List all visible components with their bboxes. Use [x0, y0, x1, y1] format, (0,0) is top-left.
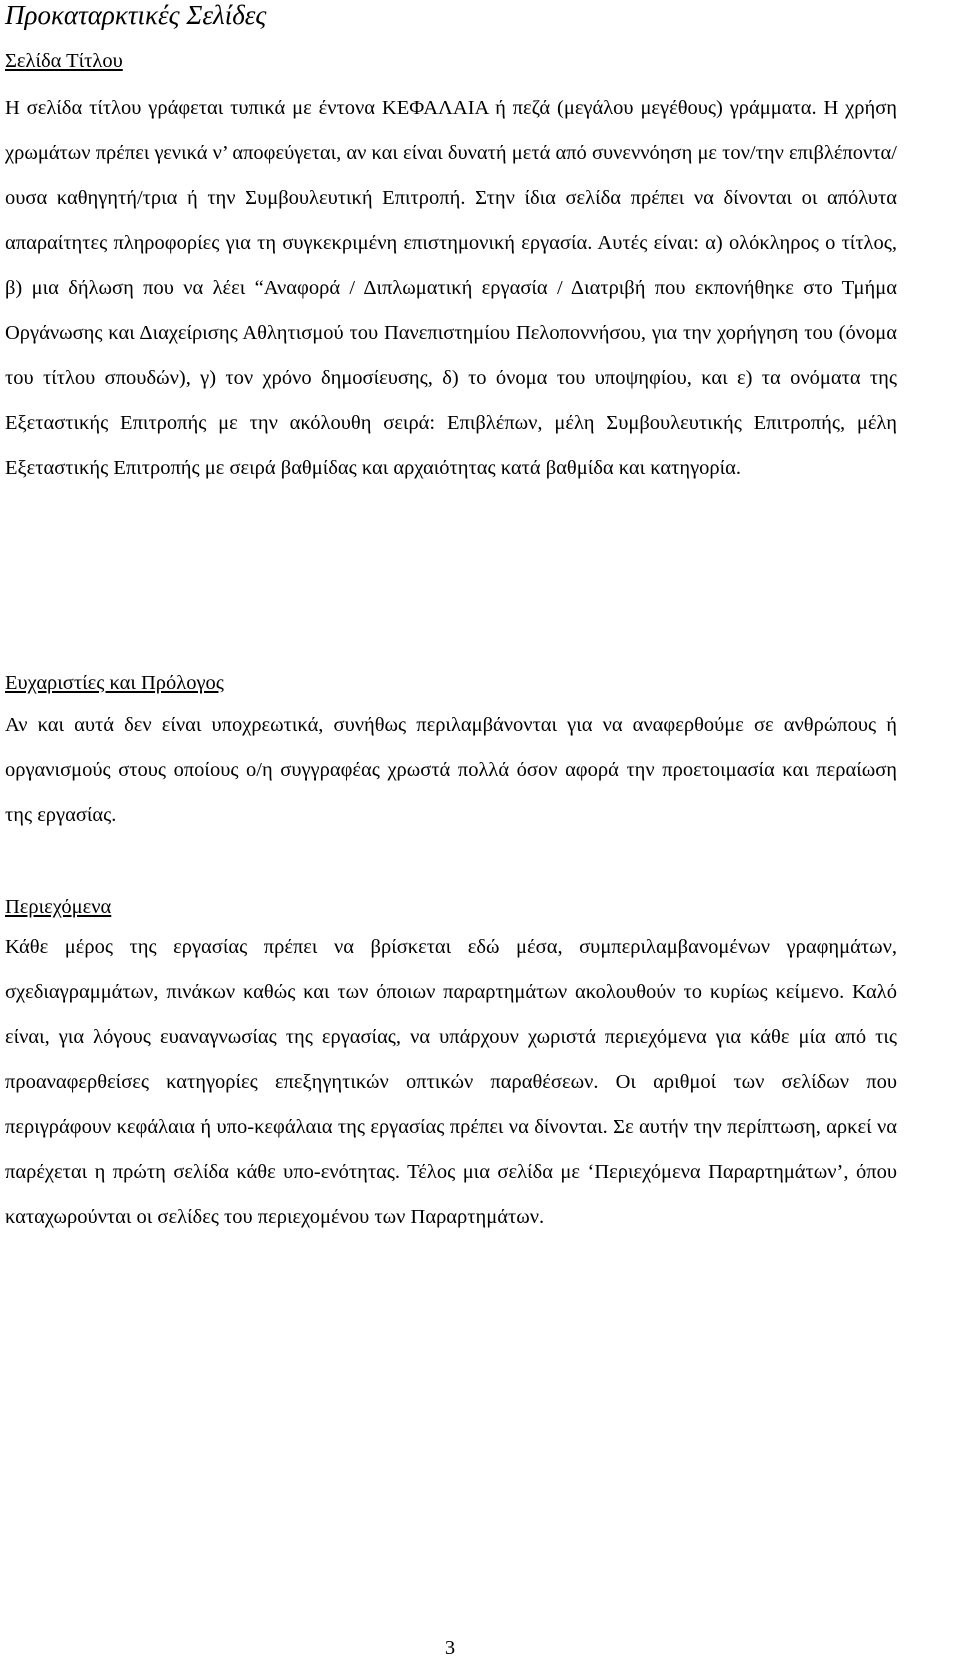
- page-title: Προκαταρκτικές Σελίδες: [5, 0, 267, 30]
- section-body-title-page: Η σελίδα τίτλου γράφεται τυπικά με έντονα ΚΕΦΑΛΑΙΑ ή πεζά (μεγάλου μεγέθους) γράμματα. Η χρήση χρωμάτων πρέπει γενικά ν’ αποφεύγεται, αν και είναι δυνατή μετά από συνεννόηση με τον/την επιβλέποντα/ουσα καθηγητή/τρια ή την Συμβουλευτική Επιτροπή. Στην ίδια σελίδα πρέπει να δίνονται οι απόλυτα απαραίτητες πληροφορίες για τη συγκεκριμένη επιστημονική εργασία. Αυτές είναι: α) ολόκληρος ο τίτλος, β) μια δήλωση που να λέει “Αναφορά / Διπλωματική εργασία / Διατριβή που εκπονήθηκε στο Τμήμα Οργάνωσης και Διαχείρισης Αθλητισμού του Πανεπιστημίου Πελοποννήσου, για την χορήγηση του (όνομα του τίτλου σπουδών), γ) τον χρόνο δημοσίευσης, δ) το όνομα του υποψηφίου, και ε) τα ονόματα της Εξεταστικής Επιτροπής με την ακόλουθη σειρά: Επιβλέπων, μέλη Συμβουλευτικής Επιτροπής, μέλη Εξεταστικής Επιτροπής με σειρά βαθμίδας και αρχαιότητας κατά βαθμίδα και κατηγορία.: [5, 97, 897, 479]
- section-heading-acknowledgements: Ευχαριστίες και Πρόλογος: [5, 672, 224, 694]
- section-heading-title-page: Σελίδα Τίτλου: [5, 50, 123, 72]
- page-number: 3: [444, 1637, 456, 1659]
- section-body-contents: Κάθε μέρος της εργασίας πρέπει να βρίσκεται εδώ μέσα, συμπεριλαμβανομένων γραφημάτων, σχεδιαγραμμάτων, πινάκων καθώς και των όποιων παραρτημάτων ακολουθούν το κυρίως κείμενο. Καλό είναι, για λόγους ευαναγνωσίας της εργασίας, να υπάρχουν χωριστά περιεχόμενα για κάθε μία από τις προαναφερθείσες κατηγορίες επεξηγητικών οπτικών παραθέσεων. Οι αριθμοί των σελίδων που περιγράφουν κεφάλαια ή υπο-κεφάλαια της εργασίας πρέπει να δίνονται. Σε αυτήν την περίπτωση, αρκεί να παρέχεται η πρώτη σελίδα κάθε υπο-ενότητας. Τέλος μια σελίδα με ‘Περιεχόμενα Παραρτημάτων’, όπου καταχωρούνται οι σελίδες του περιεχομένου των Παραρτημάτων.: [5, 936, 897, 1228]
- section-heading-contents: Περιεχόμενα: [5, 896, 112, 918]
- document-page: [5, 0, 897, 1228]
- section-body-acknowledgements: Αν και αυτά δεν είναι υποχρεωτικά, συνήθως περιλαμβάνονται για να αναφερθούμε σε ανθρώπους ή οργανισμούς στους οποίους ο/η συγγραφέας χρωστά πολλά όσον αφορά την προετοιμασία και περαίωση της εργασίας.: [5, 714, 897, 826]
